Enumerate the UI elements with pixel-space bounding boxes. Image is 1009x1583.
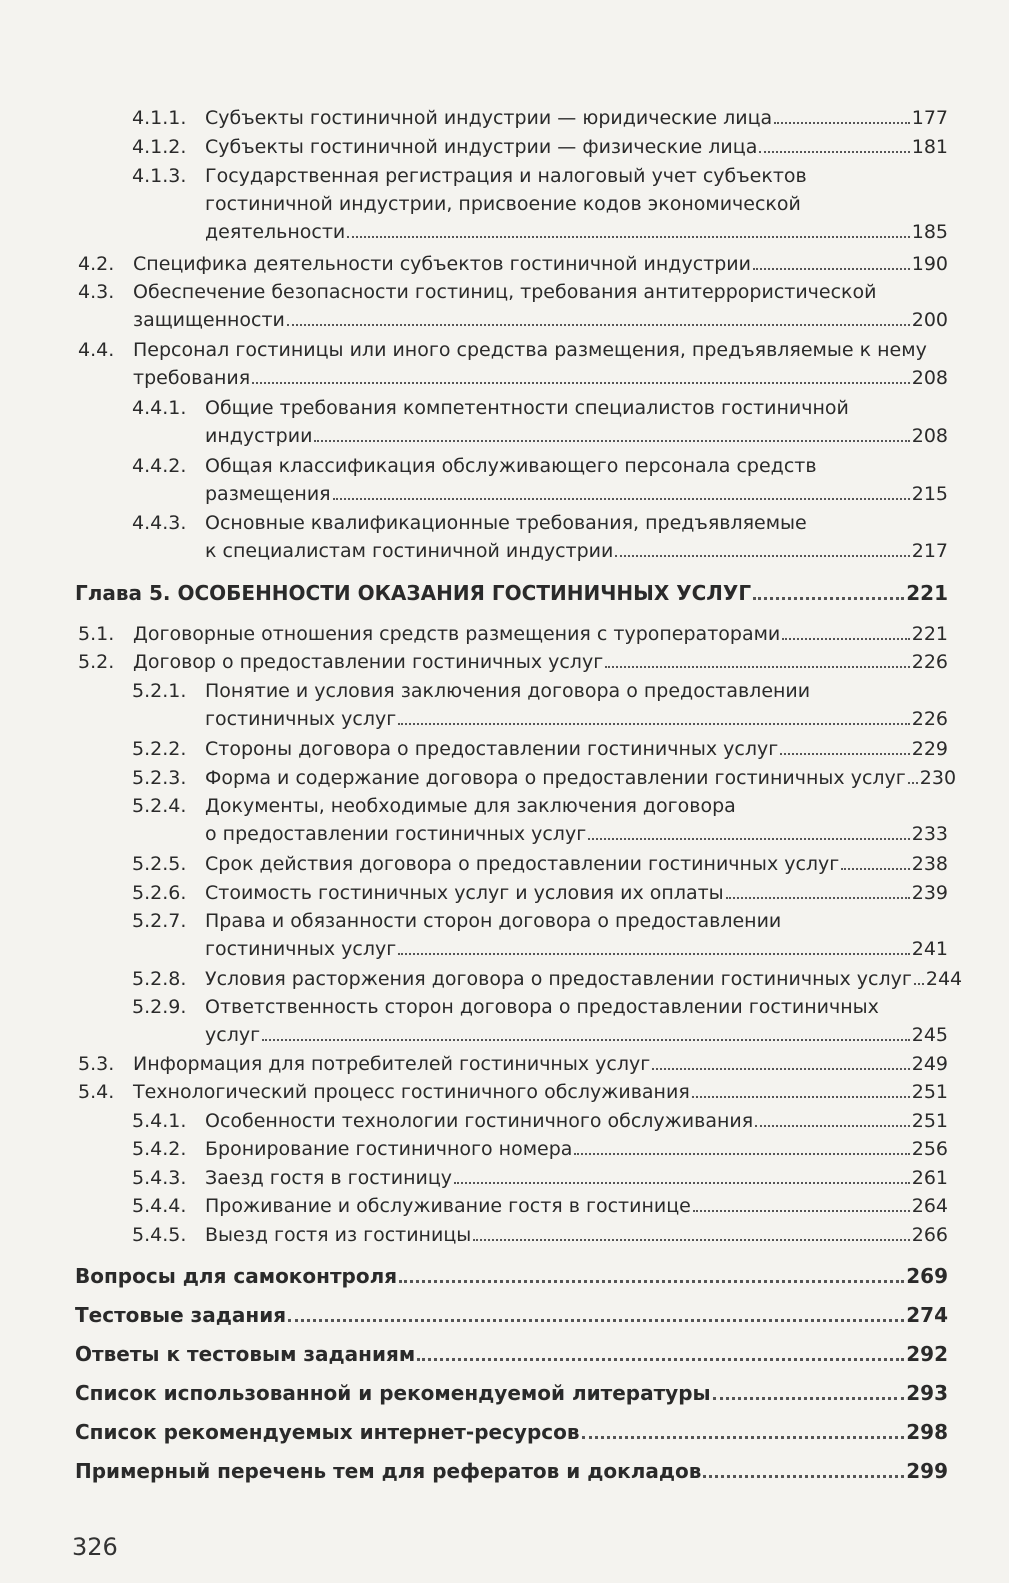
toc-entry-title-line: гостиничных услуг bbox=[205, 938, 397, 960]
dot-leader bbox=[908, 782, 918, 784]
toc-entry-number: 5.2.8. bbox=[132, 968, 187, 990]
toc-entry-number: 4.1.2. bbox=[132, 136, 187, 158]
toc-entry-title-line: Проживание и обслуживание гостя в гостинице bbox=[205, 1195, 691, 1217]
toc-entry-title-line: Выезд гостя из гостиницы bbox=[205, 1224, 472, 1246]
toc-entry[interactable] bbox=[132, 104, 948, 132]
toc-entry-title-line: размещения bbox=[205, 483, 331, 505]
toc-entry[interactable] bbox=[132, 1135, 948, 1163]
toc-entry-page: 298 bbox=[906, 1420, 948, 1444]
toc-entry-page: 226 bbox=[911, 708, 948, 730]
toc-entry[interactable] bbox=[132, 965, 963, 993]
toc-entry[interactable] bbox=[132, 735, 948, 763]
toc-entry-title-line: гостиничных услуг bbox=[205, 708, 397, 730]
dot-leader bbox=[398, 953, 910, 955]
toc-entry[interactable] bbox=[132, 764, 957, 792]
toc-entry-title-line: Технологический процесс гостиничного обслуживания bbox=[133, 1081, 690, 1103]
toc-entry-page: 292 bbox=[906, 1342, 948, 1366]
toc-entry-page: 233 bbox=[911, 823, 948, 845]
toc-entry-page: 261 bbox=[911, 1167, 948, 1189]
toc-entry-title-line: требования bbox=[133, 367, 251, 389]
toc-entry-number: 5.2.2. bbox=[132, 738, 187, 760]
toc-entry-page: 177 bbox=[911, 107, 948, 129]
toc-entry-title-line: Информация для потребителей гостиничных услуг bbox=[133, 1053, 651, 1075]
dot-leader bbox=[755, 1125, 910, 1127]
toc-entry[interactable] bbox=[78, 250, 948, 278]
toc-entry[interactable] bbox=[78, 620, 948, 648]
toc-entry[interactable] bbox=[78, 336, 948, 392]
toc-entry-number: 4.4.1. bbox=[132, 397, 187, 419]
toc-entry-number: 5.4.2. bbox=[132, 1138, 187, 1160]
dot-leader bbox=[398, 723, 910, 725]
toc-entry[interactable] bbox=[132, 133, 948, 161]
toc-entry-title-line: Глава 5. ОСОБЕННОСТИ ОКАЗАНИЯ ГОСТИНИЧНЫХ УСЛУГ bbox=[75, 581, 752, 605]
toc-entry-number: 5.3. bbox=[78, 1053, 115, 1075]
toc-entry[interactable] bbox=[132, 1164, 948, 1192]
dot-leader bbox=[605, 666, 910, 668]
toc-entry[interactable] bbox=[78, 1050, 948, 1078]
dot-leader bbox=[726, 897, 910, 899]
toc-entry[interactable] bbox=[78, 648, 948, 676]
toc-entry-title-line: о предоставлении гостиничных услуг bbox=[205, 823, 587, 845]
toc-entry-title-line: Персонал гостиницы или иного средства размещения, предъявляемые к нему bbox=[133, 339, 927, 361]
toc-entry[interactable] bbox=[132, 162, 948, 246]
toc-entry-title-line: Список рекомендуемых интернет-ресурсов bbox=[75, 1420, 580, 1444]
dot-leader bbox=[454, 1182, 910, 1184]
toc-entry-number: 5.2.4. bbox=[132, 795, 187, 817]
toc-entry-number: 4.2. bbox=[78, 253, 115, 275]
toc-entry-page: 241 bbox=[911, 938, 948, 960]
toc-entry-number: 5.4.5. bbox=[132, 1224, 187, 1246]
dot-leader bbox=[693, 1210, 910, 1212]
dot-leader bbox=[347, 236, 909, 238]
toc-entry-title-line: Бронирование гостиничного номера bbox=[205, 1138, 573, 1160]
dot-leader bbox=[262, 1039, 910, 1041]
dot-leader bbox=[782, 638, 909, 640]
toc-entry-number: 5.2.6. bbox=[132, 882, 187, 904]
toc-entry-title-line: Примерный перечень тем для рефератов и докладов bbox=[75, 1459, 702, 1483]
dot-leader bbox=[914, 983, 924, 985]
toc-entry[interactable] bbox=[132, 993, 948, 1049]
toc-entry-number: 5.4.1. bbox=[132, 1110, 187, 1132]
toc-entry-title-line: Субъекты гостиничной индустрии — юридические лица bbox=[205, 107, 773, 129]
toc-entry-page: 251 bbox=[911, 1081, 948, 1103]
toc-entry[interactable] bbox=[132, 907, 948, 963]
toc-entry[interactable] bbox=[75, 1340, 948, 1368]
toc-entry-title-line: услуг bbox=[205, 1024, 261, 1046]
toc-entry-page: 230 bbox=[919, 767, 957, 789]
toc-entry-page: 293 bbox=[906, 1381, 948, 1405]
dot-leader bbox=[753, 268, 910, 270]
toc-entry-page: 200 bbox=[911, 309, 948, 331]
toc-entry-title-line: Срок действия договора о предоставлении гостиничных услуг bbox=[205, 853, 840, 875]
toc-entry-page: 299 bbox=[906, 1459, 948, 1483]
toc-entry[interactable] bbox=[132, 677, 948, 733]
toc-entry-title-line: Условия расторжения договора о предоставлении гостиничных услуг bbox=[205, 968, 912, 990]
toc-entry-title-line: Список использованной и рекомендуемой литературы bbox=[75, 1381, 711, 1405]
toc-entry-title-line: Общая классификация обслуживающего персонала средств bbox=[205, 455, 817, 477]
toc-entry-page: 238 bbox=[911, 853, 948, 875]
toc-entry-number: 5.4. bbox=[78, 1081, 115, 1103]
dot-leader bbox=[582, 1436, 905, 1439]
dot-leader bbox=[713, 1397, 905, 1400]
dot-leader bbox=[615, 555, 909, 557]
toc-entry-title-line: Общие требования компетентности специалистов гостиничной bbox=[205, 397, 849, 419]
toc-entry-title-line: Права и обязанности сторон договора о предоставлении bbox=[205, 910, 782, 932]
dot-leader bbox=[588, 838, 910, 840]
toc-entry-title-line: Основные квалификационные требования, предъявляемые bbox=[205, 512, 807, 534]
toc-entry[interactable] bbox=[132, 1221, 948, 1249]
toc-entry-title-line: защищенности bbox=[133, 309, 285, 331]
toc-entry-number: 5.4.3. bbox=[132, 1167, 187, 1189]
toc-entry-title-line: индустрии bbox=[205, 425, 313, 447]
toc-entry-number: 4.4.2. bbox=[132, 455, 187, 477]
dot-leader bbox=[252, 382, 910, 384]
toc-entry-title-line: гостиничной индустрии, присвоение кодов экономической bbox=[205, 193, 801, 215]
toc-entry-title-line: Ответы к тестовым заданиям bbox=[75, 1342, 416, 1366]
dot-leader bbox=[333, 498, 910, 500]
toc-entry[interactable] bbox=[132, 1107, 948, 1135]
toc-entry-title-line: Специфика деятельности субъектов гостиничной индустрии bbox=[133, 253, 751, 275]
toc-entry-title-line: деятельности bbox=[205, 221, 346, 243]
dot-leader bbox=[399, 1280, 904, 1283]
toc-entry-title-line: Документы, необходимые для заключения договора bbox=[205, 795, 736, 817]
dot-leader bbox=[753, 597, 904, 600]
toc-entry-page: 251 bbox=[911, 1110, 948, 1132]
dot-leader bbox=[574, 1153, 909, 1155]
toc-entry[interactable] bbox=[75, 1262, 948, 1290]
toc-entry-title-line: к специалистам гостиничной индустрии bbox=[205, 540, 614, 562]
toc-entry-title-line: Стороны договора о предоставлении гостиничных услуг bbox=[205, 738, 779, 760]
toc-entry-page: 264 bbox=[911, 1195, 948, 1217]
toc-entry-page: 190 bbox=[911, 253, 948, 275]
toc-entry-page: 239 bbox=[911, 882, 948, 904]
toc-entry-number: 5.2.7. bbox=[132, 910, 187, 932]
toc-entry-page: 256 bbox=[911, 1138, 948, 1160]
toc-entry[interactable] bbox=[132, 879, 948, 907]
toc-entry[interactable] bbox=[132, 1192, 948, 1220]
toc-entry-title-line: Обеспечение безопасности гостиниц, требования антитеррористической bbox=[133, 281, 877, 303]
dot-leader bbox=[417, 1358, 904, 1361]
toc-entry-title-line: Субъекты гостиничной индустрии — физические лица bbox=[205, 136, 758, 158]
toc-entry-title-line: Вопросы для самоконтроля bbox=[75, 1264, 398, 1288]
toc-entry-page: 244 bbox=[925, 968, 963, 990]
toc-entry-title-line: Договор о предоставлении гостиничных услуг bbox=[133, 651, 604, 673]
dot-leader bbox=[314, 440, 909, 442]
toc-entry[interactable] bbox=[132, 850, 948, 878]
toc-entry[interactable] bbox=[132, 792, 948, 848]
toc-entry-title-line: Государственная регистрация и налоговый учет субъектов bbox=[205, 165, 807, 187]
dot-leader bbox=[473, 1239, 909, 1241]
toc-entry-number: 4.1.1. bbox=[132, 107, 187, 129]
dot-leader bbox=[780, 753, 910, 755]
dot-leader bbox=[692, 1096, 910, 1098]
toc-entry[interactable] bbox=[78, 278, 948, 334]
toc-entry-number: 5.2. bbox=[78, 651, 115, 673]
toc-entry-title-line: Договорные отношения средств размещения с туроператорами bbox=[133, 623, 781, 645]
toc-entry[interactable] bbox=[75, 579, 948, 607]
toc-entry[interactable] bbox=[75, 1418, 948, 1446]
toc-entry-page: 221 bbox=[911, 623, 948, 645]
toc-entry-page: 245 bbox=[911, 1024, 948, 1046]
toc-entry[interactable] bbox=[75, 1379, 948, 1407]
toc-entry-page: 249 bbox=[911, 1053, 948, 1075]
toc-entry-page: 266 bbox=[911, 1224, 948, 1246]
dot-leader bbox=[287, 324, 910, 326]
toc-entry[interactable] bbox=[75, 1301, 948, 1329]
toc-entry-page: 208 bbox=[911, 425, 948, 447]
toc-entry-number: 5.2.1. bbox=[132, 680, 187, 702]
dot-leader bbox=[841, 868, 909, 870]
toc-entry[interactable] bbox=[75, 1457, 948, 1485]
toc-entry-title-line: Особенности технологии гостиничного обслуживания bbox=[205, 1110, 754, 1132]
toc-entry-page: 269 bbox=[906, 1264, 948, 1288]
dot-leader bbox=[759, 151, 909, 153]
dot-leader bbox=[703, 1475, 904, 1478]
toc-entry-page: 181 bbox=[911, 136, 948, 158]
toc-entry-number: 4.3. bbox=[78, 281, 115, 303]
toc-entry-number: 4.4.3. bbox=[132, 512, 187, 534]
toc-entry[interactable] bbox=[132, 394, 948, 450]
toc-entry-title-line: Стоимость гостиничных услуг и условия их оплаты bbox=[205, 882, 724, 904]
toc-entry-number: 4.4. bbox=[78, 339, 115, 361]
toc-entry-title-line: Ответственность сторон договора о предоставлении гостиничных bbox=[205, 996, 879, 1018]
toc-entry-page: 229 bbox=[911, 738, 948, 760]
toc-entry-page: 217 bbox=[911, 540, 948, 562]
dot-leader bbox=[652, 1068, 910, 1070]
toc-entry-title-line: Заезд гостя в гостиницу bbox=[205, 1167, 453, 1189]
toc-entry-title-line: Понятие и условия заключения договора о предоставлении bbox=[205, 680, 811, 702]
toc-entry-page: 221 bbox=[906, 581, 948, 605]
toc-entry-title-line: Тестовые задания bbox=[75, 1303, 287, 1327]
toc-entry[interactable] bbox=[132, 509, 948, 565]
toc-entry[interactable] bbox=[132, 452, 948, 508]
toc-entry-number: 4.1.3. bbox=[132, 165, 187, 187]
toc-entry-number: 5.2.9. bbox=[132, 996, 187, 1018]
toc-entry-page: 215 bbox=[911, 483, 948, 505]
toc-entry-page: 274 bbox=[906, 1303, 948, 1327]
toc-entry-page: 226 bbox=[911, 651, 948, 673]
toc-entry-title-line: Форма и содержание договора о предоставлении гостиничных услуг bbox=[205, 767, 906, 789]
toc-entry-number: 5.1. bbox=[78, 623, 115, 645]
toc-entry-number: 5.2.5. bbox=[132, 853, 187, 875]
dot-leader bbox=[288, 1319, 904, 1322]
toc-entry-page: 185 bbox=[911, 221, 948, 243]
page-number: 326 bbox=[72, 1533, 118, 1561]
dot-leader bbox=[774, 122, 910, 124]
toc-entry-page: 208 bbox=[911, 367, 948, 389]
toc-entry-number: 5.2.3. bbox=[132, 767, 187, 789]
toc-entry-number: 5.4.4. bbox=[132, 1195, 187, 1217]
toc-entry[interactable] bbox=[78, 1078, 948, 1106]
